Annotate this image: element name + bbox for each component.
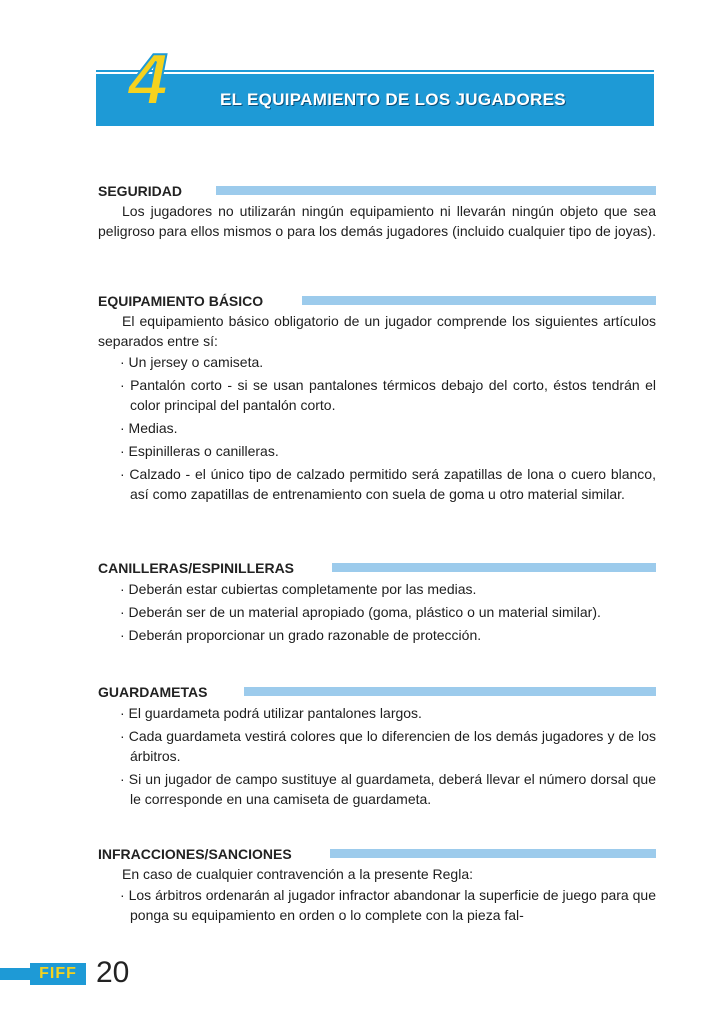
bullet-list [98, 579, 656, 645]
list-item: · Pantalón corto - si se usan pantalones térmicos debajo del corto, éstos tendrán el color principal del pantalón corto. [120, 377, 656, 413]
list-item: · Deberán estar cubiertas completamente por las medias. [120, 581, 477, 597]
section-infracciones [98, 844, 656, 928]
section-title: CANILLERAS/ESPINILLERAS [98, 560, 295, 576]
fifa-logo: FIFF [30, 963, 86, 985]
list-item: · Los árbitros ordenarán al jugador infractor abandonar la superficie de juego para que ponga su equipamiento en orden o lo complete con la pieza fal- [120, 887, 656, 923]
section-canilleras [98, 558, 656, 648]
bullet-list [98, 885, 656, 925]
list-item: · Si un jugador de campo sustituye al guardameta, deberá llevar el número dorsal que le corresponde en una camiseta de guardameta. [120, 771, 656, 807]
chapter-title: EL EQUIPAMIENTO DE LOS JUGADORES [220, 90, 566, 109]
section-title: SEGURIDAD [98, 183, 183, 199]
list-item: · Cada guardameta vestirá colores que lo diferencien de los demás jugadores y de los árbitros. [120, 728, 656, 764]
section-rule [216, 186, 656, 195]
section-rule [302, 296, 656, 305]
paragraph: En caso de cualquier contravención a la presente Regla: [122, 866, 473, 882]
paragraph: Los jugadores no utilizarán ningún equipamiento ni llevarán ningún objeto que sea peligroso para ellos mismos o para los demás jugadores (incluido cualquier tipo de joyas). [98, 203, 656, 239]
list-item: · Espinilleras o canilleras. [120, 443, 279, 459]
list-item: · Medias. [120, 420, 178, 436]
section-heading [98, 181, 656, 201]
section-heading [98, 291, 656, 311]
list-item: · Calzado - el único tipo de calzado permitido será zapatillas de lona o cuero blanco, así como zapatillas de entrenamiento con suela de goma u otro material similar. [120, 466, 656, 502]
bullet-list [98, 352, 656, 504]
list-item: · El guardameta podrá utilizar pantalones largos. [120, 705, 422, 721]
bullet-list [98, 703, 656, 809]
section-heading [98, 558, 656, 578]
section-seguridad [98, 181, 656, 241]
paragraph: El equipamiento básico obligatorio de un jugador comprende los siguientes artículos separados entre sí: [98, 313, 656, 349]
section-heading [98, 682, 656, 702]
section-heading [98, 844, 656, 864]
section-title: GUARDAMETAS [98, 684, 208, 700]
section-guardametas [98, 682, 656, 812]
list-item: · Deberán ser de un material apropiado (goma, plástico o un material similar). [120, 604, 601, 620]
section-title: EQUIPAMIENTO BÁSICO [98, 293, 264, 309]
footer-accent-line [0, 968, 30, 980]
section-equipamiento-basico [98, 291, 656, 507]
section-rule [332, 563, 656, 572]
section-title: INFRACCIONES/SANCIONES [98, 846, 292, 862]
list-item: · Deberán proporcionar un grado razonable de protección. [120, 627, 482, 643]
section-rule [330, 849, 656, 858]
section-rule [244, 687, 656, 696]
list-item: · Un jersey o camiseta. [120, 354, 264, 370]
chapter-number: 4 [128, 40, 169, 120]
page-number: 20 [96, 956, 130, 989]
